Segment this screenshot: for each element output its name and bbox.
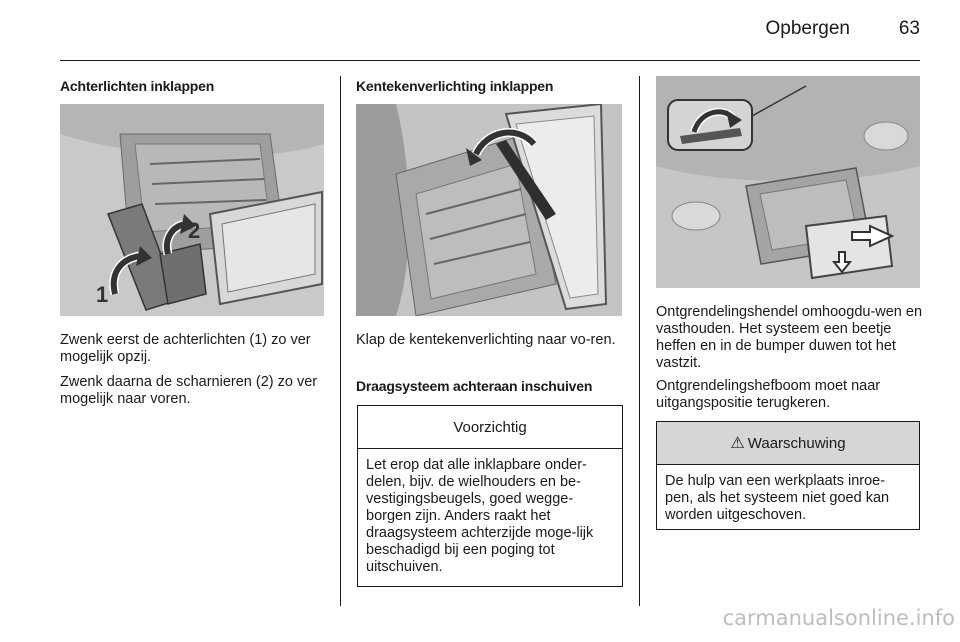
warning-box: [656, 421, 920, 530]
callout-number-1: 1: [96, 282, 109, 307]
header-divider: [60, 60, 920, 61]
slide-in-step-1: Ontgrendelingshendel omhoogdu-wen en vasthouden. Het systeem een beetje heffen en in de bumper duwen tot het vastzit.: [656, 304, 923, 371]
watermark: carmanualsonline.info: [722, 606, 955, 630]
caution-box: [357, 405, 623, 587]
license-light-illustration: [356, 104, 622, 316]
taillight-step-2: Zwenk daarna de scharnieren (2) zo ver mogelijk naar voren.: [60, 374, 318, 407]
warning-header: [657, 422, 919, 465]
section-heading-taillights: Achterlichten inklappen: [60, 78, 215, 94]
section-heading-slide-in: Draagsysteem achteraan inschuiven: [356, 378, 593, 394]
warning-triangle-icon: ⚠: [730, 435, 745, 452]
taillight-illustration: [60, 104, 324, 316]
page-title: Opbergen: [765, 18, 850, 39]
slide-in-step-2: Ontgrendelingshefboom moet naar uitgangspositie terugkeren.: [656, 378, 881, 411]
license-light-step: Klap de kentekenverlichting naar vo-ren.: [356, 332, 616, 348]
bumper-insertion-illustration: [656, 76, 920, 288]
warning-title: Waarschuwing: [747, 434, 846, 452]
column-divider: [340, 76, 341, 606]
caution-text: Let erop dat alle inklapbare onder-delen, bijv. de wielhouders en be-vestigingsbeugels, goed wegge-borgen zijn. Anders raakt het draagsysteem achterzijde moge-lijk beschadigd bij een poging tot uitschuiven.: [366, 457, 594, 575]
taillight-step-1: Zwenk eerst de achterlichten (1) zo ver mogelijk opzij.: [60, 332, 311, 365]
column-divider: [639, 76, 640, 606]
page-number: 63: [898, 18, 920, 39]
warning-text: De hulp van een werkplaats inroe-pen, als het systeem niet goed kan worden uitgeschoven.: [665, 473, 890, 523]
caution-title: Voorzichtig: [358, 406, 622, 449]
section-heading-license-light: Kentekenverlichting inklappen: [356, 78, 554, 94]
callout-number-2: 2: [188, 218, 201, 243]
